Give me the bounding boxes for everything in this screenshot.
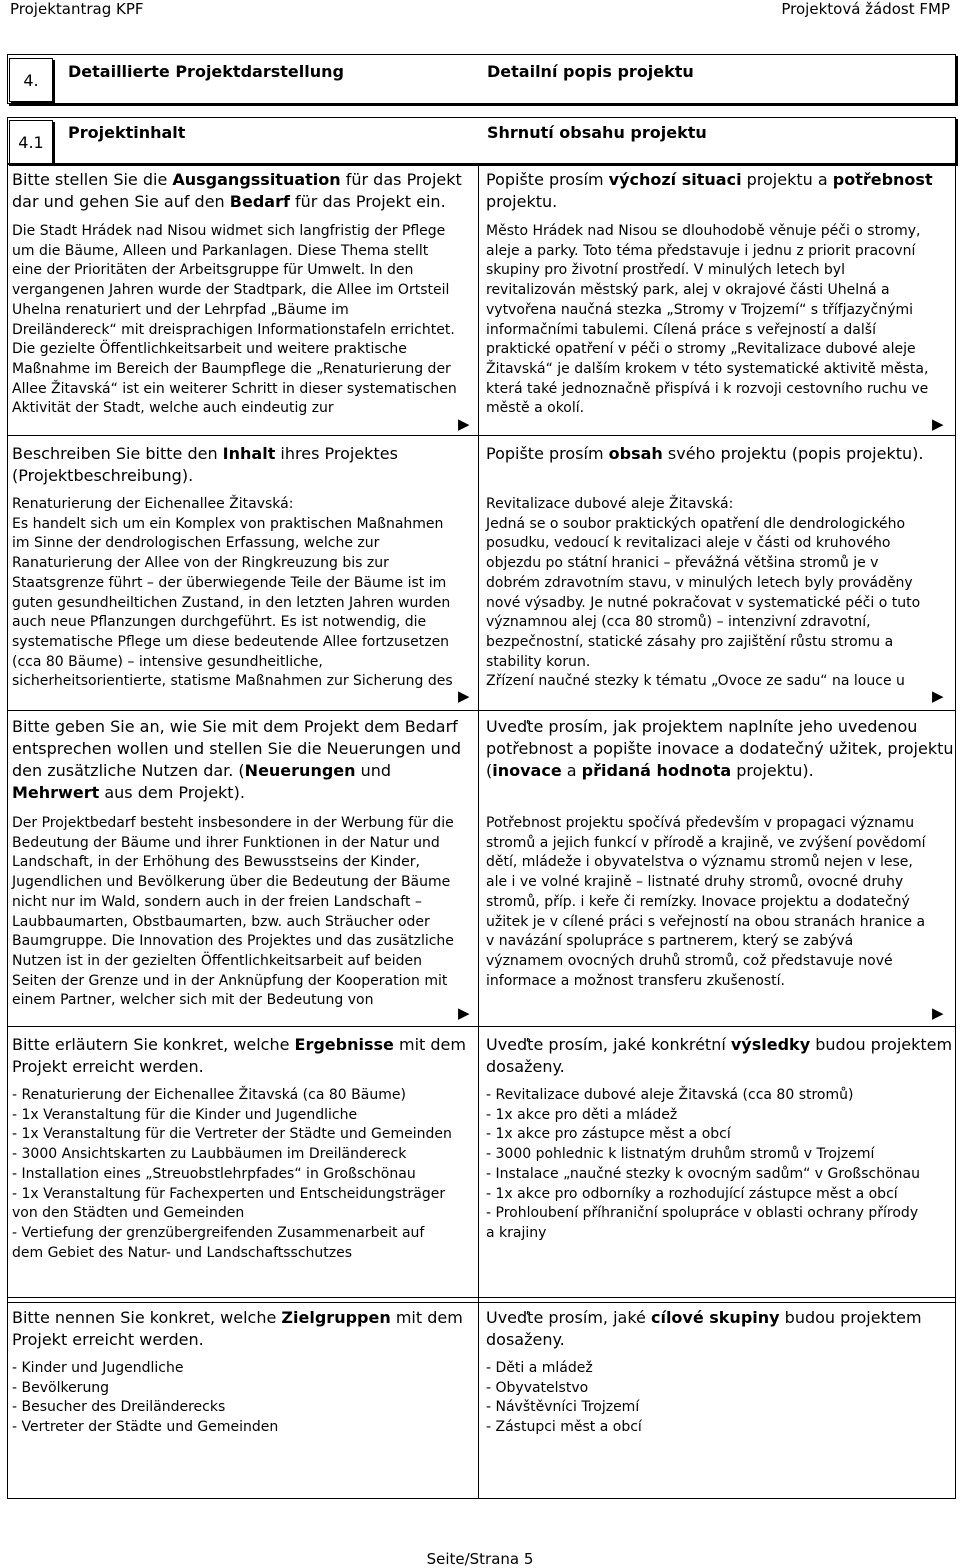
expand-arrow-icon[interactable]: ▶ <box>458 1004 470 1022</box>
section-4-number: 4. <box>9 58 53 102</box>
expand-arrow-icon[interactable]: ▶ <box>932 1004 944 1022</box>
header-right: Projektová žádost FMP <box>781 0 950 18</box>
answer-1-cz: Město Hrádek nad Nisou se dlouhodobě věnuje péči o stromy, aleje a parky. Toto téma představuje i jednu z priorit pracovní skupiny pro životní prostředí. V minulých letech byl revitalizován městský park, alej v okrajové části Uhelná a vytvořena naučná stezka „Stromy v Trojzemí“ s třífjazyčnými informačními tabulemi. Cílená práce s veřejností a další praktické opatření v péči o stromy „Revitalizace dubové aleje Žitavská“ je dalším krokem v této systematické aktivitě města, která také jednoznačně přispívá i k rozvoji cestovního ruchu ve městě a okolí. <box>486 223 929 417</box>
answer-1-de: Die Stadt Hrádek nad Nisou widmet sich langfristig der Pflege um die Bäume, Alleen und Parkanlagen. Diese Thema stellt eine der Prioritäten der Arbeitsgruppe für Umwelt. In den vergangenen Jahren wurde der Stadtpark, die Allee im Ortsteil Uhelna renaturiert und der Lehrpfad „Bäume im Dreiländereck“ mit dreisprachigen Informationstafeln errichtet. Die gezielte Öffentlichkeitsarbeit und weitere praktische Maßnahme im Bereich der Baumpflege die „Renaturierung der Allee Žitavská“ ist ein weiterer Schritt in dieser systematischen Aktivität der Stadt, welche auch eindeutig zur <box>12 223 457 417</box>
question-4-de: Bitte erläutern Sie konkret, welche Ergebnisse mit dem Projekt erreicht werden. <box>12 1035 466 1076</box>
answer-5-cz: - Děti a mládež - Obyvatelstvo - Návštěvníci Trojzemí - Zástupci měst a obcí <box>486 1360 642 1436</box>
section-4-title-cz: Detailní popis projektu <box>487 62 694 81</box>
section-41-title-cz: Shrnutí obsahu projektu <box>487 123 707 142</box>
expand-arrow-icon[interactable]: ▶ <box>932 415 944 433</box>
row-divider-1 <box>7 435 956 436</box>
question-3-cz: Uveďte prosím, jak projektem naplníte jeho uvedenou potřebnost a popište inovace a dodatečný užitek, projektu (inovace a přidaná hodnota projektu). <box>486 717 954 780</box>
answer-5-de: - Kinder und Jugendliche - Bevölkerung - Besucher des Dreiländerecks - Vertreter der Städte und Gemeinden <box>12 1360 279 1436</box>
page-footer: Seite/Strana 5 <box>426 1550 534 1568</box>
expand-arrow-icon[interactable]: ▶ <box>932 687 944 705</box>
question-2-de: Beschreiben Sie bitte den Inhalt ihres Projektes (Projektbeschreibung). <box>12 444 398 485</box>
section-4-title-de: Detaillierte Projektdarstellung <box>68 62 344 81</box>
column-divider <box>478 164 479 1499</box>
header-left: Projektantrag KPF <box>10 0 144 18</box>
answer-2-de: Renaturierung der Eichenallee Žitavská: Es handelt sich um ein Komplex von praktischen Maßnahmen im Sinne der dendrologischen Erfassung, welche zur Ranaturierung der Allee von der Ringkreuzung bis zur Staatsgrenze führt – der überwiegende Teile der Bäume ist im guten gesundheiltichen Zustand, in den letzten Jahren wurden auch neue Pflanzungen durchgeführt. Es ist notwendig, die systematische Pflege um diese bedeutende Allee fortzusetzen (cca 80 Bäume) – intensive gesundheitliche, sicherheitsorientierte, statisme Maßnahmen zur Sicherung des <box>12 496 453 690</box>
section-41-title-de: Projektinhalt <box>68 123 186 142</box>
row-divider-2 <box>7 710 956 711</box>
question-5-de: Bitte nennen Sie konkret, welche Zielgruppen mit dem Projekt erreicht werden. <box>12 1308 463 1349</box>
expand-arrow-icon[interactable]: ▶ <box>458 415 470 433</box>
row-divider-4 <box>7 1302 956 1303</box>
answer-3-de: Der Projektbedarf besteht insbesondere in der Werbung für die Bedeutung der Bäume und ihrer Funktionen in der Natur und Landschaft, in der Erhöhung des Bewusstseins der Kinder, Jugendlichen und Bevölkerung über die Bedeutung der Bäume nicht nur im Wald, sondern auch in der freien Landschaft – Laubbaumarten, Obstbaumarten, bzw. auch Sträucher oder Baumgruppe. Die Innovation des Projektes und das zusätzliche Nutzen ist in der gezielten Öffentlichkeitsarbeit auf beiden Seiten der Grenze und in der Anknüpfung der Kooperation mit einem Partner, welcher sich mit der Bedeutung von <box>12 815 454 1009</box>
question-3-de: Bitte geben Sie an, wie Sie mit dem Projekt dem Bedarf entsprechen wollen und stellen Sie die Neuerungen und den zusätzliche Nutzen dar. (Neuerungen und Mehrwert aus dem Projekt). <box>12 717 461 802</box>
row-divider-3 <box>7 1026 956 1027</box>
question-1-de: Bitte stellen Sie die Ausgangssituation für das Projekt dar und gehen Sie auf den Bedarf für das Projekt ein. <box>12 170 462 211</box>
row-divider-gap <box>7 1297 956 1298</box>
question-1-cz: Popište prosím výchozí situaci projektu a potřebnost projektu. <box>486 170 933 211</box>
answer-3-cz: Potřebnost projektu spočívá především v propagaci významu stromů a jejich funkcí v přírodě a krajině, ve zvýšení povědomí dětí, mládeže i obyvatelstva o významu stromů nejen v lese, ale i ve volné krajině – listnaté druhy stromů, ovocné druhy stromů, příp. i keře či remízky. Inovace projektu a dodatečný užitek je v cílené práci s veřejností na obou stranách hranice a v navázání spolupráce s partnerem, který se zabývá významem ovocných druhů stromů, což představuje nové informace a možnost transferu zkušeností. <box>486 815 926 989</box>
question-5-cz: Uveďte prosím, jaké cílové skupiny budou projektem dosaženy. <box>486 1308 922 1349</box>
answer-2-cz: Revitalizace dubové aleje Žitavská: Jedná se o soubor praktických opatření dle dendrologického posudku, vedoucí k revitalizaci aleje v části od kruhového objezdu po státní hranici – převážná většina stromů je v dobrém zdravotním stavu, v minulých letech byly prováděny nové výsadby. Je nutné pokračovat v systematické péči o tuto významnou alej (cca 80 stromů) – intenzivní zdravotní, bezpečnostní, statické zásahy pro zajištění růstu stromu a stability korun. Zřízení naučné stezky k tématu „Ovoce ze sadu“ na louce u <box>486 496 921 690</box>
answer-4-cz: - Revitalizace dubové aleje Žitavská (cca 80 stromů) - 1x akce pro děti a mládež - 1x akce pro zástupce měst a obcí - 3000 pohlednic k listnatým druhům stromů v Trojzemí - Instalace „naučné stezky k ovocným sadům“ v Großschönau - 1x akce pro odborníky a rozhodující zástupce měst a obcí - Prohloubení příhraniční spolupráce v oblasti ochrany přírody a krajiny <box>486 1087 920 1241</box>
section-41-number: 4.1 <box>9 120 53 164</box>
answer-4-de: - Renaturierung der Eichenallee Žitavská (ca 80 Bäume) - 1x Veranstaltung für die Kinder und Jugendliche - 1x Veranstaltung für die Vertreter der Städte und Gemeinden - 3000 Ansichtskarten zu Laubbäumen im Dreiländereck - Installation eines „Streuobstlehrpfades“ in Großschönau - 1x Veranstaltung für Fachexperten und Entscheidungsträger von den Städten und Gemeinden - Vertiefung der grenzübergreifenden Zusammenarbeit auf dem Gebiet des Natur- und Landschaftsschutzes <box>12 1087 452 1261</box>
expand-arrow-icon[interactable]: ▶ <box>458 687 470 705</box>
question-4-cz: Uveďte prosím, jaké konkrétní výsledky budou projektem dosaženy. <box>486 1035 953 1076</box>
question-2-cz: Popište prosím obsah svého projektu (popis projektu). <box>486 444 924 463</box>
